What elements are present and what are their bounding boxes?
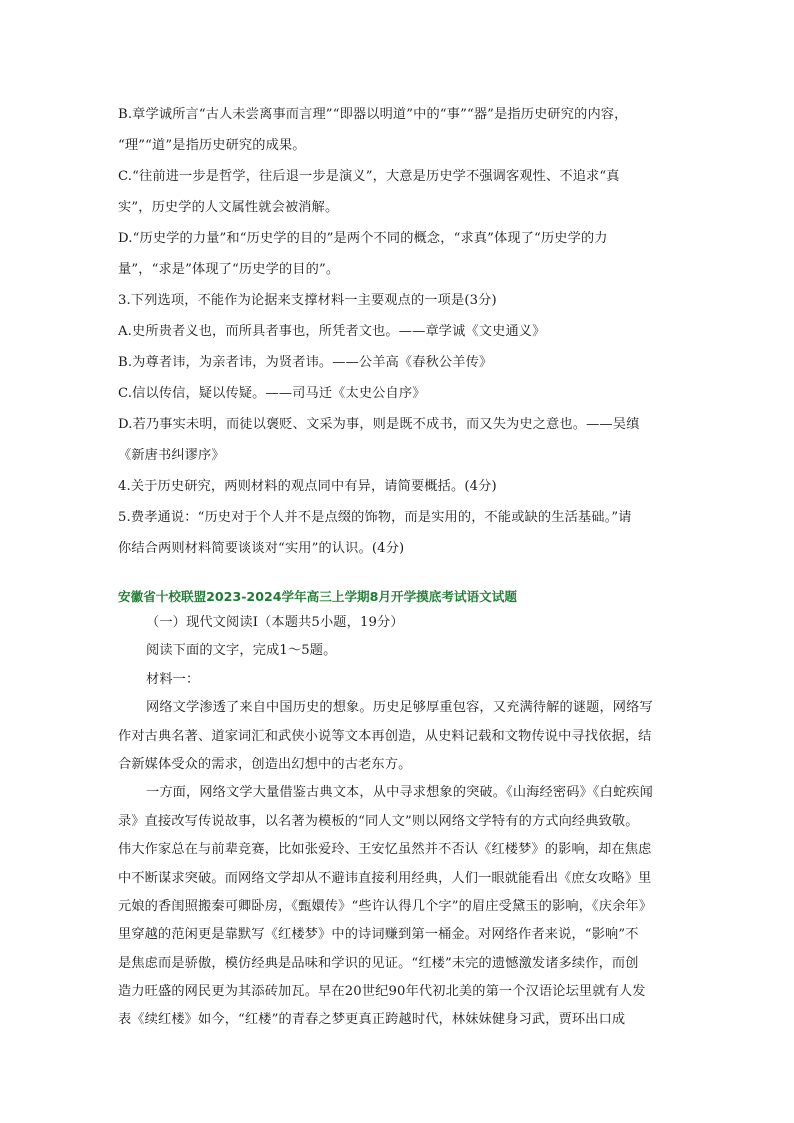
option-c-line-1: C.“往前进一步是哲学，往后退一步是演义”，大意是历史学不强调客观性、不追求“真 (118, 169, 620, 184)
reading-instruction: 阅读下面的文字，完成1～5题。 (146, 643, 337, 659)
paragraph-1-line-1: 网络文学渗透了来自中国历史的想象。历史足够厚重包容，又充满待解的谜题，网络写 (146, 700, 653, 716)
text-column (118, 99, 678, 1035)
paragraph-2-line-6: 里穿越的范闲更是靠默写《红楼梦》中的诗词赚到第一桶金。对网络作者来说，“影响”不 (118, 927, 639, 943)
paragraph-2-line-9: 表《续红楼》如今，“红楼”的青春之梦更真正跨越时代，林妹妹健身习武，贾环出口成 (118, 1012, 626, 1028)
question-5-line-1: 5.费孝通说：“历史对于个人并不是点缀的饰物，而是实用的，不能或缺的生活基础。”请 (118, 510, 632, 525)
paragraph-1-line-3: 合新媒体受众的需求，创造出幻想中的古老东方。 (118, 756, 412, 772)
paragraph-2-line-5: 元娘的香闺照搬秦可卿卧房，《甄嬛传》“些许认得几个字”的眉庄受黛玉的影响，《庆余年》 (118, 898, 653, 914)
question-3-option-a: A.史所贵者义也，而所具者事也，所凭者文也。——章学诚《文史通义》 (118, 324, 546, 339)
option-b-line-1: B.章学诚所言“古人未尝离事而言理”“即器以明道”中的“事”“器”是指历史研究的内容， (118, 107, 628, 122)
answer-options-block (118, 99, 678, 564)
section-gap (118, 564, 678, 585)
question-5-line-2: 你结合两则材料简要谈谈对“实用”的认识。(4分) (118, 541, 405, 556)
question-4: 4.关于历史研究，两则材料的观点同中有异，请简要概括。(4分) (118, 479, 497, 494)
material-one-label: 材料一： (146, 671, 200, 687)
question-3-option-c: C.信以传信，疑以传疑。——司马迁《太史公自序》 (118, 386, 426, 401)
question-3-option-d-line-2: 《新唐书纠谬序》 (118, 448, 225, 463)
question-3-option-b: B.为尊者讳，为亲者讳，为贤者讳。——公羊高《春秋公羊传》 (118, 355, 493, 370)
paragraph-2-line-2: 录》直接改写传说故事，以名著为模板的“同人文”则以网络文学特有的方式向经典致敬。 (118, 813, 639, 829)
option-b-line-2: “理”“道”是指历史研究的成果。 (118, 138, 306, 153)
paragraph-1-line-2: 作对古典名著、道家词汇和武侠小说等文本再创造，从史料记载和文物传说中寻找依据，结 (118, 728, 652, 744)
exam-section-title: 安徽省十校联盟2023-2024学年高三上学期8月开学摸底考试语文试题 (118, 589, 517, 604)
paragraph-2-line-8: 造力旺盛的网民更为其添砖加瓦。早在20世纪90年代初北美的第一个汉语论坛里就有人发 (118, 984, 646, 1000)
question-3: 3.下列选项，不能作为论据来支撑材料一主要观点的一项是(3分) (118, 293, 497, 308)
paragraph-2-line-3: 伟大作家总在与前辈竞赛，比如张爱玲、王安忆虽然并不否认《红楼梦》的影响，却在焦虑 (118, 842, 652, 858)
paragraph-2-line-7: 是焦虑而是骄傲，模仿经典是品味和学识的见证。“红楼”未完的遗憾激发诸多续作，而创 (118, 955, 639, 971)
option-c-line-2: 实”，历史学的人文属性就会被消解。 (118, 200, 339, 215)
reading-passage-block (118, 609, 678, 1035)
option-d-line-2: 量”，“求是”体现了“历史学的目的”。 (118, 262, 340, 277)
reading-heading: （一）现代文阅读Ⅰ（本题共5小题，19分） (146, 615, 404, 630)
paragraph-2-line-1: 一方面，网络文学大量借鉴古典文本，从中寻求想象的突破。《山海经密码》《白蛇疾闻 (146, 785, 653, 801)
option-d-line-1: D.“历史学的力量”和“历史学的目的”是两个不同的概念，“求真”体现了“历史学的力 (118, 231, 608, 246)
paragraph-2-line-4: 中不断谋求突破。而网络文学却从不避讳直接利用经典，人们一眼就能看出《庶女攻略》里 (118, 870, 652, 886)
question-3-option-d-line-1: D.若乃事实未明，而徒以褒贬、文采为事，则是既不成书，而又失为史之意也。——吴缜 (118, 417, 640, 432)
